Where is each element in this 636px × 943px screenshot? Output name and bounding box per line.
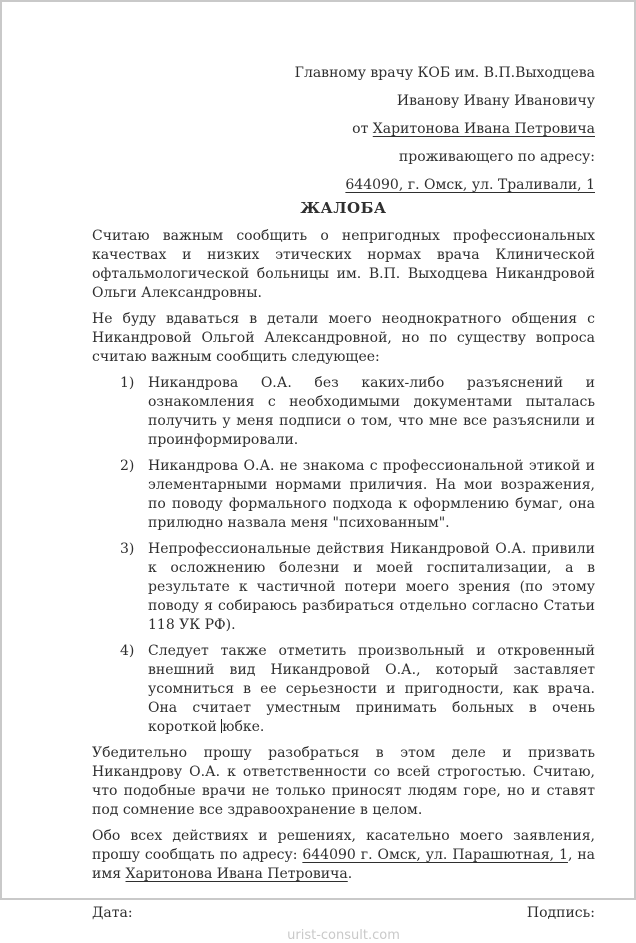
list-item-3 bbox=[120, 540, 595, 635]
list-item-number: 3) bbox=[120, 541, 135, 557]
list-item-1 bbox=[120, 374, 595, 450]
recipient-block bbox=[92, 59, 595, 199]
list-item-text: Непрофессиональные действия Никандровой О.А. привили к осложнению болезни и моей госпитализации, а в результате к частичной потери моего зрения (по этому поводу я собираюсь разбираться отдельно согласно Статьи 118 УК РФ). bbox=[148, 541, 595, 633]
complainant-address-underlined: 644090, г. Омск, ул. Траливали, 1 bbox=[345, 177, 595, 193]
signature-label: Подпись: bbox=[526, 905, 595, 921]
date-label: Дата: bbox=[92, 905, 133, 921]
contact-paragraph bbox=[92, 827, 595, 884]
recipient-line-1: Главному врачу КОБ им. В.П.Выходцева bbox=[294, 65, 595, 81]
contact-middle: , на имя bbox=[92, 847, 596, 882]
recipient-line-3 bbox=[92, 115, 595, 143]
request-paragraph: Убедительно прошу разобраться в этом деле и призвать Никандрову О.А. к ответственности со всей строгостью. Считаю, что подобные врачи не только приносят людям горе, но и ставят под сомнение все здравоохранение в целом. bbox=[92, 745, 595, 818]
signature-row bbox=[92, 904, 595, 923]
from-prefix: от bbox=[352, 121, 373, 137]
recipient-line-4: проживающего по адресу: bbox=[398, 149, 595, 165]
site-watermark: urist-consult.com bbox=[287, 928, 400, 943]
list-item-4 bbox=[120, 642, 595, 737]
list-item-2 bbox=[120, 457, 595, 533]
contact-prefix: Обо всех действиях и решениях, касательно моего заявления, прошу сообщать по адресу: bbox=[92, 828, 595, 863]
list-item-text-after-cursor: юбке. bbox=[222, 719, 265, 735]
recipient-line-5 bbox=[92, 171, 595, 199]
intro-paragraph: Считаю важным сообщить о непригодных профессиональных качествах и низких этических нормах врача Клинической офтальмологической больницы им. В.П. Выходцева Никандровой Ольги Александровны. bbox=[92, 228, 595, 301]
contact-address-underlined: 644090 г. Омск, ул. Парашютная, 1 bbox=[302, 847, 568, 863]
complaint-document bbox=[2, 2, 634, 943]
preamble-paragraph: Не буду вдаваться в детали моего неоднократного общения с Никандровой Ольгой Александровной, но по существу вопроса считаю важным сообщить следующее: bbox=[92, 311, 595, 365]
list-item-number: 2) bbox=[120, 458, 135, 474]
contact-suffix: . bbox=[347, 866, 353, 882]
recipient-line-2: Иванову Ивану Ивановичу bbox=[396, 93, 595, 109]
list-item-text: Никандрова О.А. без каких-либо разъяснений и ознакомления с необходимыми документами пыталась получить у меня подписи о том, что мне все разъяснили и проинформировали. bbox=[148, 375, 595, 448]
complainant-name-underlined: Харитонова Ивана Петровича bbox=[372, 121, 595, 137]
list-item-number: 4) bbox=[120, 643, 135, 659]
document-title: ЖАЛОБА bbox=[300, 199, 387, 217]
list-item-number: 1) bbox=[120, 375, 135, 391]
contact-name-underlined: Харитонова Ивана Петровича bbox=[125, 866, 348, 882]
list-item-text: Никандрова О.А. не знакома с профессиональной этикой и элементарными нормами приличия. На мои возражения, по поводу формального подхода к оформлению бумаг, она прилюдно назвала меня "психованным". bbox=[148, 458, 595, 531]
list-item-text-before-cursor: Следует также отметить произвольный и откровенный внешний вид Никандровой О.А., который заставляет усомниться в ее серьезности и пригодности, как врача. Она считает уместным принимать больных в очень короткой bbox=[148, 643, 595, 735]
list-item-text bbox=[148, 642, 595, 737]
